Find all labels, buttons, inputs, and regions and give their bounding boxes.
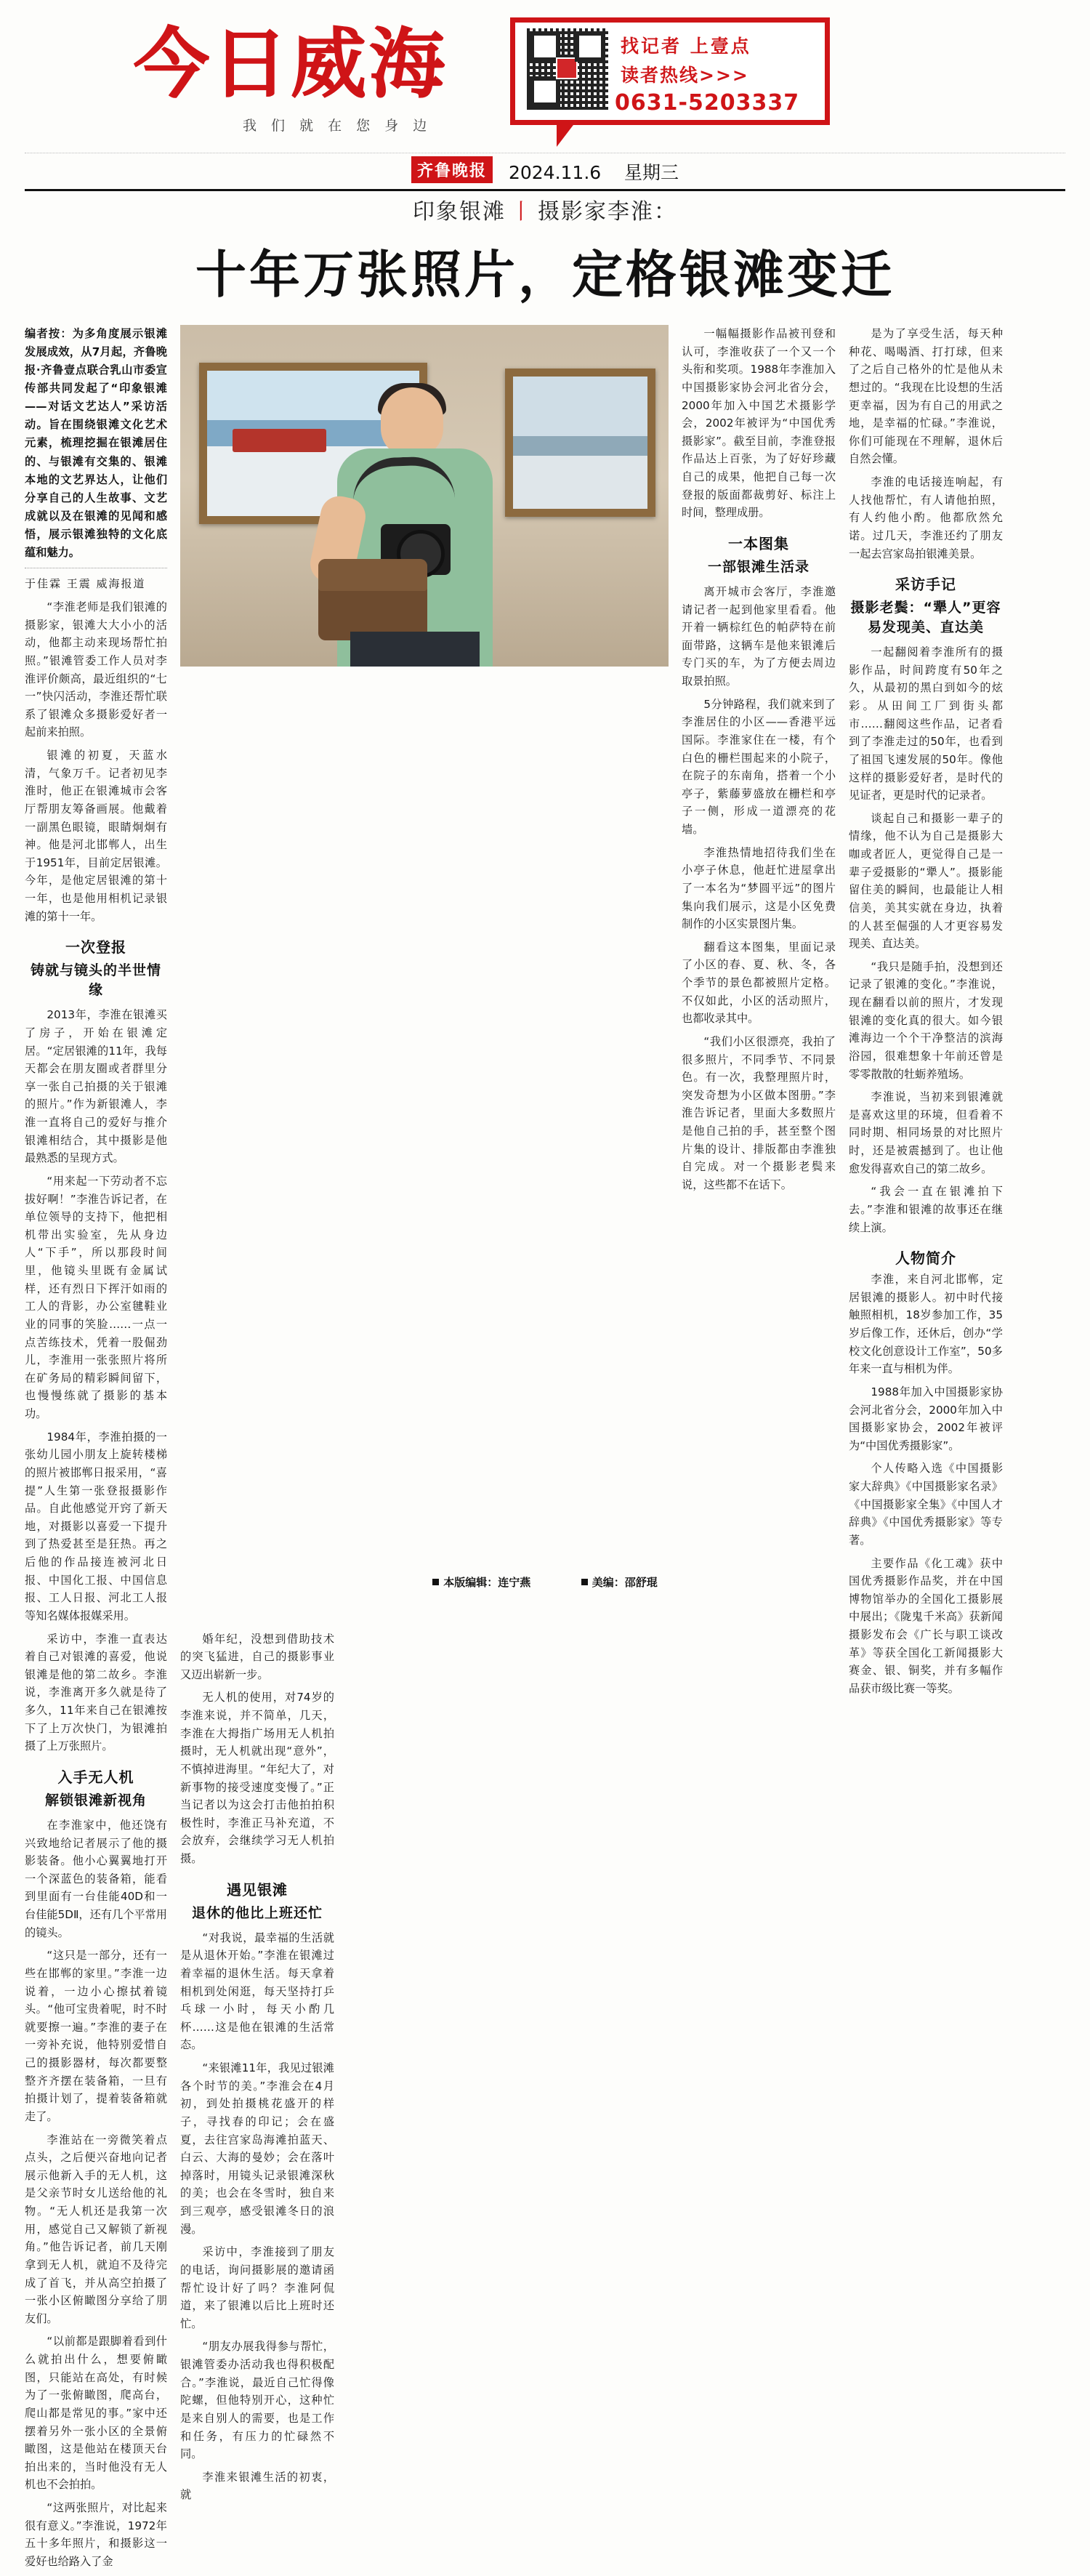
paper-slogan: 我 们 就 在 您 身 边 [243, 118, 432, 134]
hotline-line1: 找记者 上壹点 [621, 36, 751, 57]
paragraph: 李淮说，当初来到银滩就是喜欢这里的环境，但看着不同时期、相同场景的对比照片时，还是被震撼到了。也让他愈发得喜欢自己的第二故乡。 [849, 1090, 1003, 1175]
qr-code[interactable] [525, 26, 610, 112]
paragraph: 李淮，来自河北邯郸，定居银滩的摄影人。初中时代接触照相机，18岁参加工作，35岁后像工作，还休后，创办“学校文化创意设计工作室”，50多年来一直与相机为伴。 [849, 1273, 1003, 1376]
section-subheading: 一部银滩生活录 [707, 558, 810, 575]
dateline [25, 158, 1065, 186]
paragraph: “用来起一下劳动者不忘拔好啊！”李淮告诉记者，在单位领导的支持下，他把相机带出实验室，先从身边人“下手”，所以那段时间里，他镜头里既有金属试样，还有烈日下挥汗如雨的工人的背影，办公室毽鞋业业的同事的笑脸……一点一点苦练技术，凭着一股倔劲儿，李淮用一张张照片将所在矿务局的精彩瞬间留下，也慢慢练就了摄影的基本功。 [25, 1174, 167, 1421]
paragraph: “我们小区很漂亮，我拍了很多照片，不同季节、不同景色。有一次，我整理照片时，突发奇想为小区做本图册。”李淮告诉记者，里面大多数照片是他自己拍的手，甚至整个图片集的设计、排版都由李淮独自完成。对一个摄影老鬓来说，这些都不在话下。 [682, 1034, 836, 1191]
paper-tag: 齐鲁晚报 [411, 156, 493, 183]
designer-credit: 美编：邵舒琨 [592, 1576, 658, 1589]
paragraph: 在李淮家中，他还饶有兴致地给记者展示了他的摄影装备。他小心翼翼地打开一个深蓝色的装备箱，能看到里面有一台佳能40D和一台佳能5DⅡ，还有几个平常用的镜头。 [25, 1818, 167, 1939]
paragraph: 主要作品《化工魂》获中国优秀摄影作品奖，并在中国博物馆举办的全国化工摄影展中展出；《陇鬼千米高》获新闻摄影发布会《广长与职工谈改革》等获全国化工新闻摄影大赛金、银、铜奖，并有多幅作品获市级比赛一等奖。 [849, 1556, 1003, 1695]
paragraph: 个人传略入选《中国摄影家大辞典》《中国摄影家名录》《中国摄影家全集》《中国人才辞典》《中国优秀摄影家》等专著。 [849, 1462, 1003, 1547]
headline-kicker [25, 193, 1065, 225]
paragraph: 婚年纪，没想到借助技术的突飞猛进，自己的摄影事业又迈出崭新一步。 [180, 1632, 334, 1681]
kicker-bar: 丨 [510, 199, 533, 225]
paragraph: 李淮来银滩生活的初衷，就 [180, 2470, 334, 2502]
paper-logo: 今日威海 [134, 20, 448, 108]
section-heading: 采访手记 [895, 576, 956, 594]
paragraph: 一起翻阅着李淮所有的摄影作品，时间跨度有50年之久，从最初的黑白到如今的炫彩。从田间工厂到街头都市……翻阅这些作品，记者看到了李淮走过的50年，也看到了祖国飞速发展的50年。像他这样的摄影爱好者，是时代的见证者，更是时代的记录者。 [849, 645, 1003, 802]
weekday-text: 星期三 [624, 162, 679, 183]
paragraph: 2013年，李淮在银滩买了房子，开始在银滩定居。“定居银滩的11年，我每天都会在朋友圈或者群里分享一张自己拍摄的关于银滩的照片。”作为新银滩人，李淮一直将自己的爱好与推介银滩相结合，其中摄影是他最熟悉的呈现方式。 [25, 1008, 167, 1165]
paragraph: 1984年，李淮拍摄的一张幼儿园小朋友上旋转楼梯的照片被邯郸日报采用，“喜提”人生第一张登报摄影作品。自此他感觉开窍了新天地，对摄影以喜爱一下提升到了热爱甚至是狂热。再之后他的作品接连被河北日报、中国化工报、中国信息报、工人日报、河北工人报等知名媒体报媒采用。 [25, 1430, 167, 1622]
paragraph: 银滩的初夏，天蓝水清，气象万千。记者初见李淮时，他正在银滩城市会客厅帮朋友筹备画展。他戴着一副黑色眼镜，眼睛炯炯有神。他是河北邯郸人，出生于1951年，目前定居银滩。今年，是他定居银滩的第十一年，也是他用相机记录银滩的第十一年。 [25, 749, 167, 923]
photographer-figure [311, 387, 529, 667]
section-heading: 遇见银滩 [227, 1880, 288, 1899]
page-footer [25, 1574, 1065, 1590]
paragraph: 1988年加入中国摄影家协会河北省分会，2000年加入中国摄影家协会，2002年被评为“中国优秀摄影家”。 [849, 1385, 1003, 1452]
paragraph: 采访中，李淮一直表达着自己对银滩的喜爱，他说银滩是他的第二故乡。李淮说，李淮离开多久就是待了多久，11年来自己在银滩按下了上万次快门，为银滩拍摄了上万张照片。 [25, 1632, 167, 1753]
column-3 [25, 1630, 167, 2576]
editor-credit: 本版编辑：连宁燕 [443, 1576, 531, 1589]
paragraph: “朋友办展我得参与帮忙，银滩管委办活动我也得积极配合。”李淮说，最近自己忙得像陀螺，但他特别开心，这种忙是来自别人的需要，也是工作和任务，有压力的忙碌然不同。 [180, 2340, 334, 2461]
byline: 于佳霖 王震 威海报道 [25, 577, 146, 591]
kicker-right: 摄影家李淮： [538, 199, 677, 225]
section-subheading: 摄影老鬓：“犟人”更容易发现美、直达美 [850, 600, 1001, 636]
paragraph: “我只是随手拍，没想到还记录了银滩的变化。”李淮说，现在翻看以前的照片，才发现银滩的变化真的很大。如今银滩海边一个个干净整洁的滨海浴园，很难想象十年前还曾是零零散散的牡蛎养殖场。 [849, 959, 1003, 1081]
page-title: 十年万张照片，定格银滩变迁 [195, 245, 895, 305]
column-4 [180, 1630, 334, 2576]
paragraph: 李淮的电话接连响起，有人找他帮忙，有人请他拍照，有人约他小酌。他都欣然允诺。过几天，李淮还约了朋友一起去宫家岛拍银滩美景。 [849, 475, 1003, 560]
column-5 [849, 325, 1003, 2576]
paragraph: “以前都是跟脚着看到什么就拍出什么，想要俯瞰图，只能站在高处，有时候为了一张俯瞰图，爬高台，爬山都是常见的事。”家中还摆着另外一张小区的全景俯瞰图，这是他站在楼顶天台拍出来的，当时他没有无人机也不会拍拍。 [25, 2335, 167, 2492]
section-subheading: 铸就与镜头的半世情缘 [30, 962, 161, 999]
paragraph: 谈起自己和摄影一辈子的情缘，他不认为自己是摄影大咖或者匠人，更觉得自己是一辈子爱摄影的“犟人”。摄影能留住美的瞬间，也最能让人相信美，美其实就在身边，执着的人甚至倔强的人才更容易发现美、直达美。 [849, 811, 1003, 951]
paragraph: 翻看这本图集，里面记录了小区的春、夏、秋、冬，各个季节的景色都被照片定格。不仅如此，小区的活动照片，也都收录其中。 [682, 940, 836, 1026]
paragraph: 采访中，李淮接到了朋友的电话，询问摄影展的邀请函帮忙设计好了吗？李淮阿侃道，来了银滩以后比上班时还忙。 [180, 2245, 334, 2330]
section-subheading: 解锁银滩新视角 [44, 1792, 147, 1808]
paragraph: “这只是一部分，还有一些在邯郸的家里。”李淮一边说着，一边小心擦拭着镜头。“他可宝贵着呢，时不时就要擦一遍。”李淮的妻子在一旁补充说，他特别爱惜自己的摄影器材，每次都要整整齐齐摆在装备箱，一旦有拍摄计划了，提着装备箱就走了。 [25, 1949, 167, 2123]
paragraph: 5分钟路程，我们就来到了李淮居住的小区——香港平远国际。李淮家住在一楼，有个白色的栅栏围起来的小院子，在院子的东南角，搭着一个小亭子，紫藤萝盛放在栅栏和亭子一侧，形成一道漂亮的花墙。 [682, 697, 836, 836]
section-subheading: 退休的他比上班还忙 [191, 1904, 323, 1921]
masthead [25, 16, 1065, 183]
square-bullet-icon [581, 1579, 588, 1585]
section-heading: 一本图集 [728, 534, 789, 552]
qr-center-logo [556, 57, 578, 79]
paragraph: “我会一直在银滩拍下去。”李淮和银滩的故事还在继续上演。 [849, 1185, 1003, 1234]
paragraph: “李淮老师是我们银滩的摄影家，银滩大大小小的活动，他都主动来现场帮忙拍照。”银滩管委工作人员对李淮评价颇高，最近组织的“七一”快闪活动，李淮还帮忙联系了银滩众多摄影爱好者一起前来拍照。 [25, 600, 167, 739]
hotline-number: 0631-5203337 [615, 90, 800, 116]
lead-photo-block [180, 325, 669, 1623]
section-heading: 一次登报 [65, 938, 126, 957]
hotline-line2: 读者热线>>> [621, 65, 749, 86]
kicker-left: 印象银滩 [413, 199, 506, 225]
editor-note: 编者按：为多角度展示银滩发展成效，从7月起，齐鲁晚报·齐鲁壹点联合乳山市委宣传部共同发起了“印象银滩——对话文艺达人”采访活动。旨在围绕银滩文化艺术元素，梳理挖掘在银滩居住的、与银滩有交集的、银滩本地的文艺界达人，让他们分享自己的人生故事、文艺成就以及在银滩的见闻和感悟，展示银滩独特的文化底蕴和魅力。 [25, 327, 167, 559]
lead-photo [180, 325, 669, 667]
square-bullet-icon [432, 1579, 439, 1585]
paragraph: 李淮站在一旁微笑着点点头，之后便兴奋地向记者展示他新入手的无人机，这是父亲节时女儿送给他的礼物。“无人机还是我第一次用，感觉自己又解锁了新视角。”他告诉记者，前几天刚拿到无人机，就迫不及待完成了首飞，并从高空拍摄了一张小区俯瞰图分享给了朋友们。 [25, 2133, 167, 2325]
paragraph: 一幅幅摄影作品被刊登和认可，李淮收获了一个又一个头衔和奖项。1988年李淮加入中国摄影家协会河北省分会，2000年加入中国艺术摄影学会，2002年被评为“中国优秀摄影家”。截至目前，李淮登报作品达上百张，为了好好珍藏自己的成果，他把自己每一次登报的版面都裁剪好、标注上时间，整理成册。 [682, 327, 836, 520]
callout-tail [557, 122, 576, 147]
paragraph: “对我说，最幸福的生活就是从退休开始。”李淮在银滩过着幸福的退休生活。每天拿着相机到处闲逛，每天坚持打乒乓球一小时，每天小酌几杯……这是他在银滩的生活常态。 [180, 1931, 334, 2052]
date-text: 2024.11.6 [508, 162, 602, 183]
paragraph: 李淮热情地招待我们坐在小亭子休息，他赶忙进屋拿出了一本名为“梦圆平远”的图片集向我们展示，这是小区免费制作的小区实景图片集。 [682, 845, 836, 931]
paragraph: “这两张照片，对比起来很有意义。”李淮说，1972年五十多年照片，和摄影这一爱好也给路入了金 [25, 2501, 167, 2568]
section-heading: 入手无人机 [57, 1768, 134, 1786]
qr-eye-bottom-left [530, 76, 560, 107]
paragraph: 离开城市会客厅，李淮邀请记者一起到他家里看看。他开着一辆棕红色的帕萨特在前面带路，这辆车是他来银滩后专门买的车，为了方便去周边取景拍照。 [682, 584, 836, 688]
masthead-divider-bottom [25, 189, 1065, 191]
section-heading: 人物简介 [895, 1249, 956, 1268]
paragraph: 是为了享受生活，每天种种花、喝喝酒、打打球，但来了之后自己格外的忙是他从未想过的。“我现在比设想的生活更幸福，因为有自己的用武之地，是幸福的忙碌。”李淮说，你们可能现在不理解，退休后自然会懂。 [849, 327, 1003, 466]
column-2 [682, 325, 836, 1630]
paragraph: 无人机的使用，对74岁的李淮来说，并不简单，几天，李淮在大拇指广场用无人机拍摄时，无人机就出现“意外”，不慎掉进海里。“年纪大了，对新事物的接受速度变慢了。”正当记者以为这会打击他拍拍积极性时，李淮正马补充道，不会放弃，会继续学习无人机拍摄。 [180, 1691, 334, 1866]
column-1 [25, 325, 167, 1630]
paragraph: “来银滩11年，我见过银滩各个时节的美。”李淮会在4月初，到处拍摄桃花盛开的样子，寻找春的印记；会在盛夏，去往宫家岛海滩拍蓝天、白云、大海的曼妙；会在落叶掉落时，用镜头记录银滩深秋的美；也会在冬雪时，独自来到三观亭，感受银滩冬日的浪漫。 [180, 2061, 334, 2236]
